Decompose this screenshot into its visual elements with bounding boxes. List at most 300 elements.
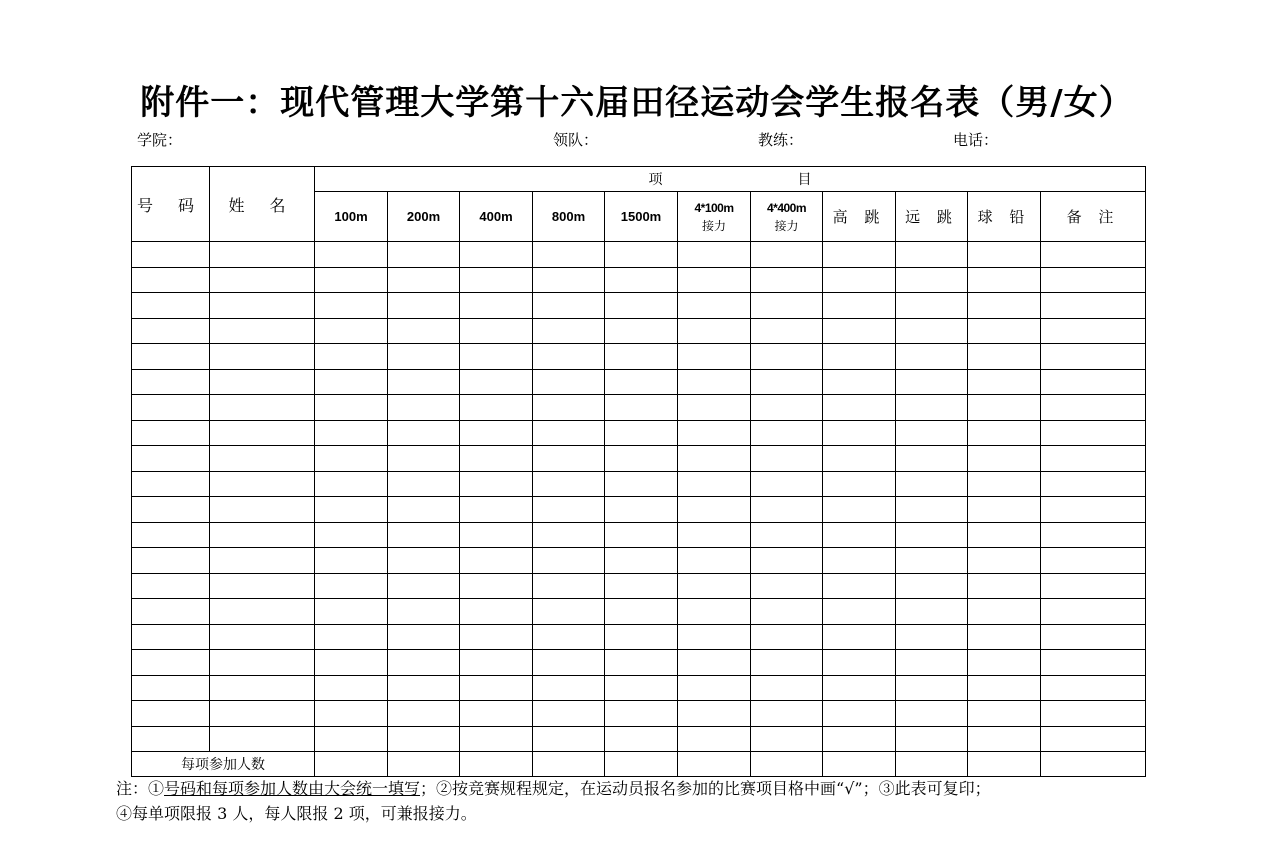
header-field-event: 高 跳 [823, 192, 896, 242]
entry-cell[interactable] [132, 446, 210, 472]
entry-cell[interactable] [968, 471, 1041, 497]
entry-cell[interactable] [968, 599, 1041, 625]
entry-cell[interactable] [132, 293, 210, 319]
notes-underlined: 号码和每项参加人数由大会统一填写 [164, 779, 421, 798]
entry-cell[interactable] [605, 726, 678, 752]
entry-cell[interactable] [460, 726, 533, 752]
entry-cell[interactable] [823, 497, 896, 523]
entry-cell[interactable] [533, 344, 605, 370]
entry-cell[interactable] [751, 522, 823, 548]
count-cell[interactable] [678, 752, 751, 777]
entry-cell[interactable] [605, 395, 678, 421]
entry-cell[interactable] [388, 599, 460, 625]
entry-cell[interactable] [896, 395, 968, 421]
entry-cell[interactable] [605, 701, 678, 727]
entry-cell[interactable] [132, 675, 210, 701]
entry-cell[interactable] [315, 395, 388, 421]
entry-cell[interactable] [533, 624, 605, 650]
entry-cell[interactable] [823, 293, 896, 319]
entry-cell[interactable] [533, 293, 605, 319]
entry-cell[interactable] [1041, 242, 1146, 268]
entry-cell[interactable] [968, 267, 1041, 293]
entry-cell[interactable] [1041, 497, 1146, 523]
entry-cell[interactable] [460, 267, 533, 293]
entry-cell[interactable] [823, 318, 896, 344]
entry-cell[interactable] [460, 242, 533, 268]
header-events-group [315, 167, 1146, 192]
entry-cell[interactable] [751, 675, 823, 701]
entry-cell[interactable] [132, 548, 210, 574]
entry-cell[interactable] [388, 522, 460, 548]
entry-cell[interactable] [1041, 573, 1146, 599]
entry-cell[interactable] [751, 624, 823, 650]
entry-cell[interactable] [315, 344, 388, 370]
entry-cell[interactable] [823, 242, 896, 268]
entry-cell[interactable] [1041, 293, 1146, 319]
count-cell[interactable] [896, 752, 968, 777]
entry-cell[interactable] [460, 420, 533, 446]
entry-cell[interactable] [751, 446, 823, 472]
entry-cell[interactable] [751, 471, 823, 497]
entry-cell[interactable] [210, 522, 315, 548]
entry-cell[interactable] [388, 624, 460, 650]
entry-cell[interactable] [315, 675, 388, 701]
count-cell[interactable] [751, 752, 823, 777]
entry-cell[interactable] [968, 293, 1041, 319]
entry-cell[interactable] [210, 497, 315, 523]
entry-cell[interactable] [210, 318, 315, 344]
entry-cell[interactable] [388, 650, 460, 676]
entry-cell[interactable] [460, 369, 533, 395]
entry-cell[interactable] [678, 675, 751, 701]
entry-cell[interactable] [968, 497, 1041, 523]
entry-cell[interactable] [896, 344, 968, 370]
header-field-event: 球 铅 [968, 192, 1041, 242]
entry-cell[interactable] [968, 624, 1041, 650]
coach-label: 教练： [758, 131, 804, 149]
entry-cell[interactable] [896, 293, 968, 319]
entry-cell[interactable] [678, 318, 751, 344]
entry-cell[interactable] [460, 293, 533, 319]
entry-cell[interactable] [210, 599, 315, 625]
entry-cell[interactable] [751, 497, 823, 523]
footer-label: 每项参加人数 [132, 752, 315, 777]
entry-cell[interactable] [460, 344, 533, 370]
entry-cell[interactable] [533, 573, 605, 599]
entry-cell[interactable] [605, 344, 678, 370]
entry-cell[interactable] [315, 573, 388, 599]
entry-cell[interactable] [968, 675, 1041, 701]
entry-cell[interactable] [605, 599, 678, 625]
entry-cell[interactable] [605, 267, 678, 293]
entry-cell[interactable] [315, 497, 388, 523]
entry-cell[interactable] [1041, 675, 1146, 701]
entry-cell[interactable] [1041, 267, 1146, 293]
entry-cell[interactable] [533, 369, 605, 395]
entry-cell[interactable] [823, 267, 896, 293]
entry-cell[interactable] [896, 599, 968, 625]
entry-cell[interactable] [533, 599, 605, 625]
entry-cell[interactable] [1041, 420, 1146, 446]
entry-cell[interactable] [132, 369, 210, 395]
entry-cell[interactable] [1041, 701, 1146, 727]
entry-cell[interactable] [210, 369, 315, 395]
entry-cell[interactable] [678, 395, 751, 421]
entry-cell[interactable] [210, 675, 315, 701]
notes-line-1 [116, 776, 991, 801]
entry-cell[interactable] [1041, 471, 1146, 497]
entry-cell[interactable] [751, 242, 823, 268]
entry-cell[interactable] [460, 395, 533, 421]
entry-cell[interactable] [460, 573, 533, 599]
entry-cell[interactable] [315, 446, 388, 472]
entry-cell[interactable] [132, 318, 210, 344]
entry-cell[interactable] [388, 318, 460, 344]
entry-cell[interactable] [388, 726, 460, 752]
header-relay [751, 192, 823, 242]
entry-cell[interactable] [605, 318, 678, 344]
entry-cell[interactable] [751, 267, 823, 293]
count-cell[interactable] [388, 752, 460, 777]
count-cell[interactable] [605, 752, 678, 777]
entry-cell[interactable] [132, 599, 210, 625]
entry-cell[interactable] [751, 573, 823, 599]
entry-cell[interactable] [1041, 318, 1146, 344]
header-number: 号 码 [132, 167, 210, 242]
entry-cell[interactable] [823, 446, 896, 472]
entry-cell[interactable] [605, 650, 678, 676]
entry-cell[interactable] [132, 267, 210, 293]
entry-cell[interactable] [605, 548, 678, 574]
header-events-group-left: 项 [648, 172, 663, 188]
entry-cell[interactable] [605, 573, 678, 599]
header-event: 100m [315, 192, 388, 242]
entry-cell[interactable] [751, 548, 823, 574]
entry-cell[interactable] [388, 573, 460, 599]
entry-cell[interactable] [533, 242, 605, 268]
entry-cell[interactable] [678, 701, 751, 727]
table-row [132, 675, 1146, 701]
entry-cell[interactable] [751, 369, 823, 395]
entry-cell[interactable] [460, 548, 533, 574]
entry-cell[interactable] [315, 267, 388, 293]
header-events-group-right: 目 [797, 172, 812, 188]
entry-cell[interactable] [533, 726, 605, 752]
entry-cell[interactable] [132, 522, 210, 548]
entry-cell[interactable] [678, 624, 751, 650]
entry-cell[interactable] [315, 369, 388, 395]
entry-cell[interactable] [315, 293, 388, 319]
entry-cell[interactable] [315, 726, 388, 752]
entry-cell[interactable] [678, 522, 751, 548]
entry-cell[interactable] [751, 293, 823, 319]
entry-cell[interactable] [132, 420, 210, 446]
entry-cell[interactable] [210, 650, 315, 676]
entry-cell[interactable] [210, 701, 315, 727]
entry-cell[interactable] [460, 446, 533, 472]
entry-cell[interactable] [678, 293, 751, 319]
table-row [132, 548, 1146, 574]
entry-cell[interactable] [968, 395, 1041, 421]
table-row [132, 471, 1146, 497]
table-row [132, 318, 1146, 344]
entry-cell[interactable] [823, 395, 896, 421]
entry-cell[interactable] [896, 267, 968, 293]
entry-cell[interactable] [460, 599, 533, 625]
entry-cell[interactable] [132, 573, 210, 599]
entry-cell[interactable] [460, 675, 533, 701]
entry-cell[interactable] [605, 497, 678, 523]
entry-cell[interactable] [751, 344, 823, 370]
header-name: 姓 名 [210, 167, 315, 242]
entry-cell[interactable] [968, 318, 1041, 344]
entry-cell[interactable] [968, 446, 1041, 472]
count-cell[interactable] [823, 752, 896, 777]
entry-cell[interactable] [315, 548, 388, 574]
count-cell[interactable] [315, 752, 388, 777]
entry-cell[interactable] [968, 573, 1041, 599]
table-row [132, 446, 1146, 472]
count-cell[interactable] [1041, 752, 1146, 777]
entry-cell[interactable] [533, 471, 605, 497]
entry-cell[interactable] [605, 446, 678, 472]
entry-cell[interactable] [388, 267, 460, 293]
entry-cell[interactable] [460, 624, 533, 650]
entry-cell[interactable] [823, 599, 896, 625]
entry-cell[interactable] [896, 548, 968, 574]
entry-cell[interactable] [968, 650, 1041, 676]
entry-cell[interactable] [460, 650, 533, 676]
entry-cell[interactable] [315, 701, 388, 727]
entry-cell[interactable] [460, 318, 533, 344]
table-row [132, 369, 1146, 395]
entry-cell[interactable] [823, 344, 896, 370]
entry-cell[interactable] [751, 726, 823, 752]
entry-cell[interactable] [210, 242, 315, 268]
entry-cell[interactable] [1041, 548, 1146, 574]
entry-cell[interactable] [678, 599, 751, 625]
entry-cell[interactable] [210, 624, 315, 650]
entry-cell[interactable] [315, 522, 388, 548]
entry-cell[interactable] [210, 726, 315, 752]
entry-cell[interactable] [751, 650, 823, 676]
entry-cell[interactable] [823, 624, 896, 650]
entry-cell[interactable] [1041, 650, 1146, 676]
entry-cell[interactable] [605, 369, 678, 395]
entry-cell[interactable] [823, 650, 896, 676]
entry-cell[interactable] [210, 548, 315, 574]
header-relay-bottom: 接力 [701, 218, 726, 233]
entry-cell[interactable] [533, 675, 605, 701]
entry-cell[interactable] [533, 318, 605, 344]
entry-cell[interactable] [605, 471, 678, 497]
entry-cell[interactable] [1041, 726, 1146, 752]
entry-cell[interactable] [388, 701, 460, 727]
entry-cell[interactable] [605, 624, 678, 650]
entry-cell[interactable] [678, 573, 751, 599]
entry-cell[interactable] [751, 599, 823, 625]
entry-cell[interactable] [896, 650, 968, 676]
entry-cell[interactable] [210, 267, 315, 293]
entry-cell[interactable] [823, 522, 896, 548]
entry-cell[interactable] [823, 726, 896, 752]
entry-cell[interactable] [896, 497, 968, 523]
entry-cell[interactable] [968, 242, 1041, 268]
entry-cell[interactable] [388, 344, 460, 370]
entry-cell[interactable] [823, 471, 896, 497]
entry-cell[interactable] [823, 573, 896, 599]
entry-cell[interactable] [315, 599, 388, 625]
entry-cell[interactable] [896, 420, 968, 446]
entry-cell[interactable] [605, 522, 678, 548]
entry-cell[interactable] [132, 471, 210, 497]
entry-cell[interactable] [823, 369, 896, 395]
entry-cell[interactable] [678, 497, 751, 523]
entry-cell[interactable] [1041, 369, 1146, 395]
entry-cell[interactable] [896, 369, 968, 395]
entry-cell[interactable] [388, 548, 460, 574]
entry-cell[interactable] [388, 242, 460, 268]
entry-cell[interactable] [605, 293, 678, 319]
entry-cell[interactable] [896, 471, 968, 497]
entry-cell[interactable] [896, 318, 968, 344]
entry-cell[interactable] [751, 318, 823, 344]
entry-cell[interactable] [678, 548, 751, 574]
leader-label: 领队： [553, 131, 599, 149]
entry-cell[interactable] [460, 471, 533, 497]
entry-cell[interactable] [210, 344, 315, 370]
entry-cell[interactable] [605, 420, 678, 446]
entry-cell[interactable] [896, 726, 968, 752]
entry-cell[interactable] [678, 726, 751, 752]
entry-cell[interactable] [388, 471, 460, 497]
entry-cell[interactable] [132, 650, 210, 676]
entry-cell[interactable] [678, 471, 751, 497]
entry-cell[interactable] [896, 522, 968, 548]
entry-cell[interactable] [605, 242, 678, 268]
entry-cell[interactable] [388, 446, 460, 472]
entry-cell[interactable] [751, 420, 823, 446]
entry-cell[interactable] [460, 701, 533, 727]
entry-cell[interactable] [460, 497, 533, 523]
entry-cell[interactable] [968, 548, 1041, 574]
entry-cell[interactable] [132, 344, 210, 370]
entry-cell[interactable] [1041, 599, 1146, 625]
entry-cell[interactable] [678, 344, 751, 370]
entry-cell[interactable] [968, 701, 1041, 727]
entry-cell[interactable] [823, 701, 896, 727]
entry-cell[interactable] [132, 497, 210, 523]
entry-cell[interactable] [210, 395, 315, 421]
entry-cell[interactable] [968, 522, 1041, 548]
entry-cell[interactable] [1041, 446, 1146, 472]
table-row [132, 395, 1146, 421]
entry-cell[interactable] [388, 293, 460, 319]
entry-cell[interactable] [678, 420, 751, 446]
entry-cell[interactable] [315, 624, 388, 650]
entry-cell[interactable] [315, 420, 388, 446]
entry-cell[interactable] [132, 624, 210, 650]
entry-cell[interactable] [678, 267, 751, 293]
entry-cell[interactable] [533, 395, 605, 421]
entry-cell[interactable] [210, 420, 315, 446]
entry-cell[interactable] [823, 675, 896, 701]
entry-cell[interactable] [533, 497, 605, 523]
entry-cell[interactable] [968, 726, 1041, 752]
header-field-event: 远 跳 [896, 192, 968, 242]
header-relay-top: 4*100m [694, 200, 734, 215]
entry-cell[interactable] [533, 650, 605, 676]
entry-cell[interactable] [210, 446, 315, 472]
entry-cell[interactable] [968, 344, 1041, 370]
entry-cell[interactable] [823, 420, 896, 446]
entry-cell[interactable] [315, 242, 388, 268]
entry-cell[interactable] [460, 522, 533, 548]
entry-cell[interactable] [132, 701, 210, 727]
entry-cell[interactable] [210, 293, 315, 319]
entry-cell[interactable] [1041, 395, 1146, 421]
entry-cell[interactable] [678, 242, 751, 268]
entry-cell[interactable] [533, 446, 605, 472]
entry-cell[interactable] [678, 446, 751, 472]
entry-cell[interactable] [678, 369, 751, 395]
entry-cell[interactable] [388, 369, 460, 395]
entry-cell[interactable] [896, 446, 968, 472]
entry-cell[interactable] [533, 267, 605, 293]
entry-cell[interactable] [896, 701, 968, 727]
entry-cell[interactable] [315, 650, 388, 676]
entry-cell[interactable] [388, 420, 460, 446]
entry-cell[interactable] [388, 395, 460, 421]
header-event: 1500m [605, 192, 678, 242]
phone-label: 电话： [953, 131, 999, 149]
entry-cell[interactable] [315, 471, 388, 497]
entry-cell[interactable] [388, 675, 460, 701]
table-row [132, 599, 1146, 625]
entry-cell[interactable] [896, 242, 968, 268]
table-row [132, 522, 1146, 548]
count-cell[interactable] [460, 752, 533, 777]
entry-cell[interactable] [210, 573, 315, 599]
entry-cell[interactable] [132, 395, 210, 421]
entry-cell[interactable] [1041, 344, 1146, 370]
entry-cell[interactable] [533, 420, 605, 446]
entry-cell[interactable] [533, 522, 605, 548]
entry-cell[interactable] [968, 420, 1041, 446]
entry-cell[interactable] [751, 395, 823, 421]
entry-cell[interactable] [896, 573, 968, 599]
entry-cell[interactable] [896, 675, 968, 701]
entry-cell[interactable] [533, 701, 605, 727]
entry-cell[interactable] [210, 471, 315, 497]
entry-cell[interactable] [751, 701, 823, 727]
entry-cell[interactable] [533, 548, 605, 574]
entry-cell[interactable] [1041, 624, 1146, 650]
entry-cell[interactable] [132, 726, 210, 752]
entry-cell[interactable] [678, 650, 751, 676]
entry-cell[interactable] [968, 369, 1041, 395]
entry-cell[interactable] [388, 497, 460, 523]
count-cell[interactable] [533, 752, 605, 777]
entry-cell[interactable] [132, 242, 210, 268]
header-remark: 备 注 [1041, 192, 1146, 242]
entry-cell[interactable] [315, 318, 388, 344]
entry-cell[interactable] [896, 624, 968, 650]
entry-cell[interactable] [823, 548, 896, 574]
entry-cell[interactable] [605, 675, 678, 701]
entry-cell[interactable] [1041, 522, 1146, 548]
count-cell[interactable] [968, 752, 1041, 777]
